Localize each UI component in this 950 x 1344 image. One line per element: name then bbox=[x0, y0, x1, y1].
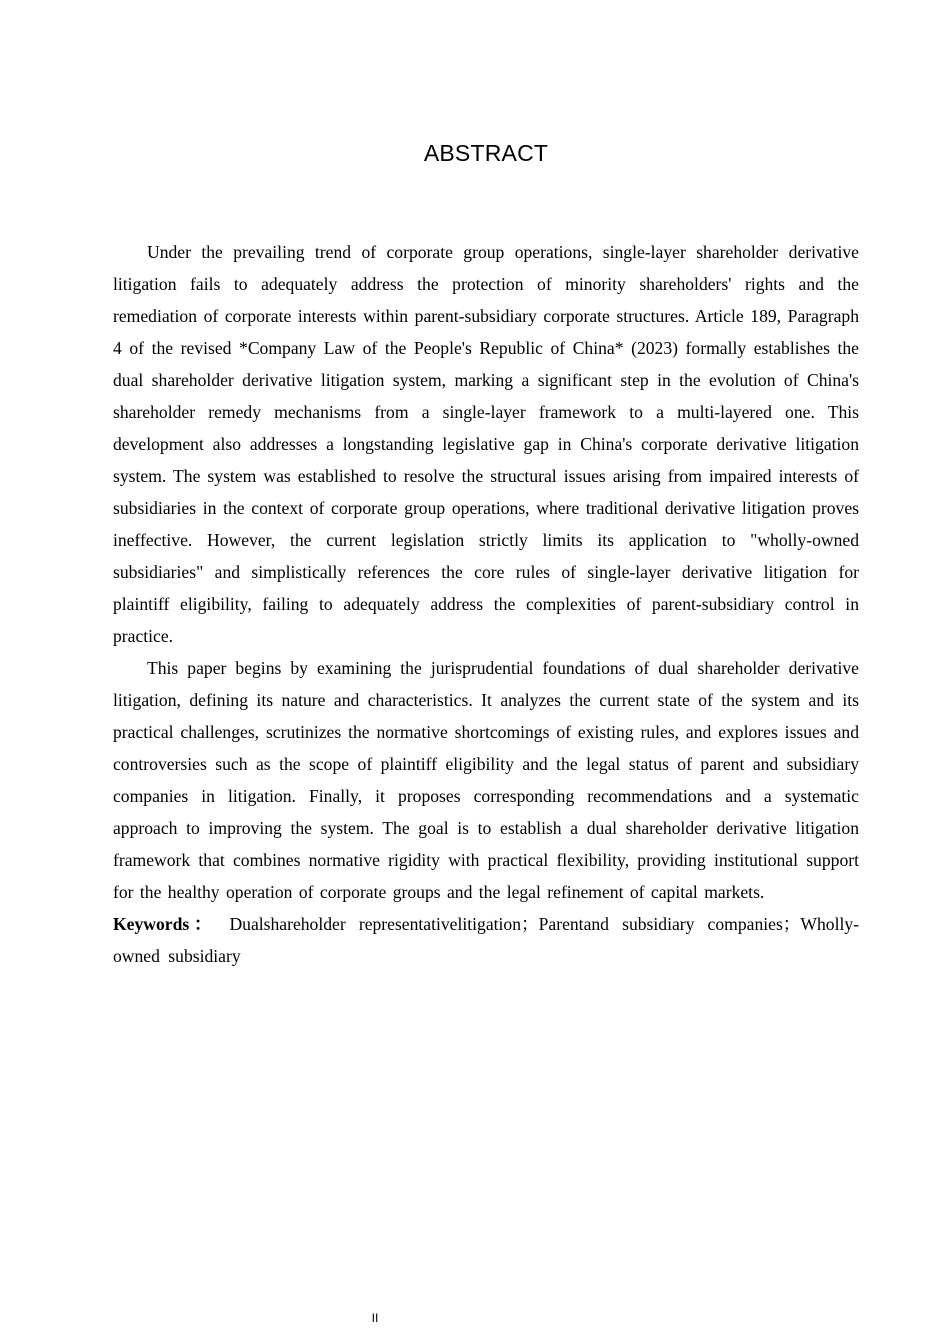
page-number: II bbox=[371, 1311, 379, 1325]
keywords-label: Keywords： bbox=[113, 914, 217, 934]
abstract-paragraph-2: This paper begins by examining the jurisprudential foundations of dual shareholder derivative litigation, defining its nature and characteristics. It analyzes the current state of the system and its practical challenges, scrutinizes the normative shortcomings of existing rules, and explores issues and controversies such as the scope of plaintiff eligibility and the legal status of parent and subsidiary companies in litigation. Finally, it proposes corresponding recommendations and a systematic approach to improving the system. The goal is to establish a dual shareholder derivative litigation framework that combines normative rigidity with practical flexibility, providing institutional support for the healthy operation of corporate groups and the legal refinement of capital markets. bbox=[113, 658, 859, 902]
abstract-body bbox=[113, 236, 859, 972]
keywords-line bbox=[113, 908, 859, 972]
abstract-title: ABSTRACT bbox=[423, 140, 549, 166]
abstract-paragraph-1: Under the prevailing trend of corporate group operations, single-layer shareholder derivative litigation fails to adequately address the protection of minority shareholders' rights and the remediation of corporate interests within parent-subsidiary corporate structures. Article 189, Paragraph 4 of the revised *Company Law of the People's Republic of China* (2023) formally establishes the dual shareholder derivative litigation system, marking a significant step in the evolution of China's shareholder remedy mechanisms from a single-layer framework to a multi-layered one. This development also addresses a longstanding legislative gap in China's corporate derivative litigation system. The system was established to resolve the structural issues arising from impaired interests of subsidiaries in the context of corporate group operations, where traditional derivative litigation proves ineffective. However, the current legislation strictly limits its application to "wholly-owned subsidiaries" and simplistically references the core rules of single-layer derivative litigation for plaintiff eligibility, failing to adequately address the complexities of parent-subsidiary control in practice. bbox=[113, 242, 859, 646]
keywords-text: Dualshareholder representativelitigation；Parentand subsidiary companies；Wholly-owned subsidiary bbox=[113, 914, 860, 966]
